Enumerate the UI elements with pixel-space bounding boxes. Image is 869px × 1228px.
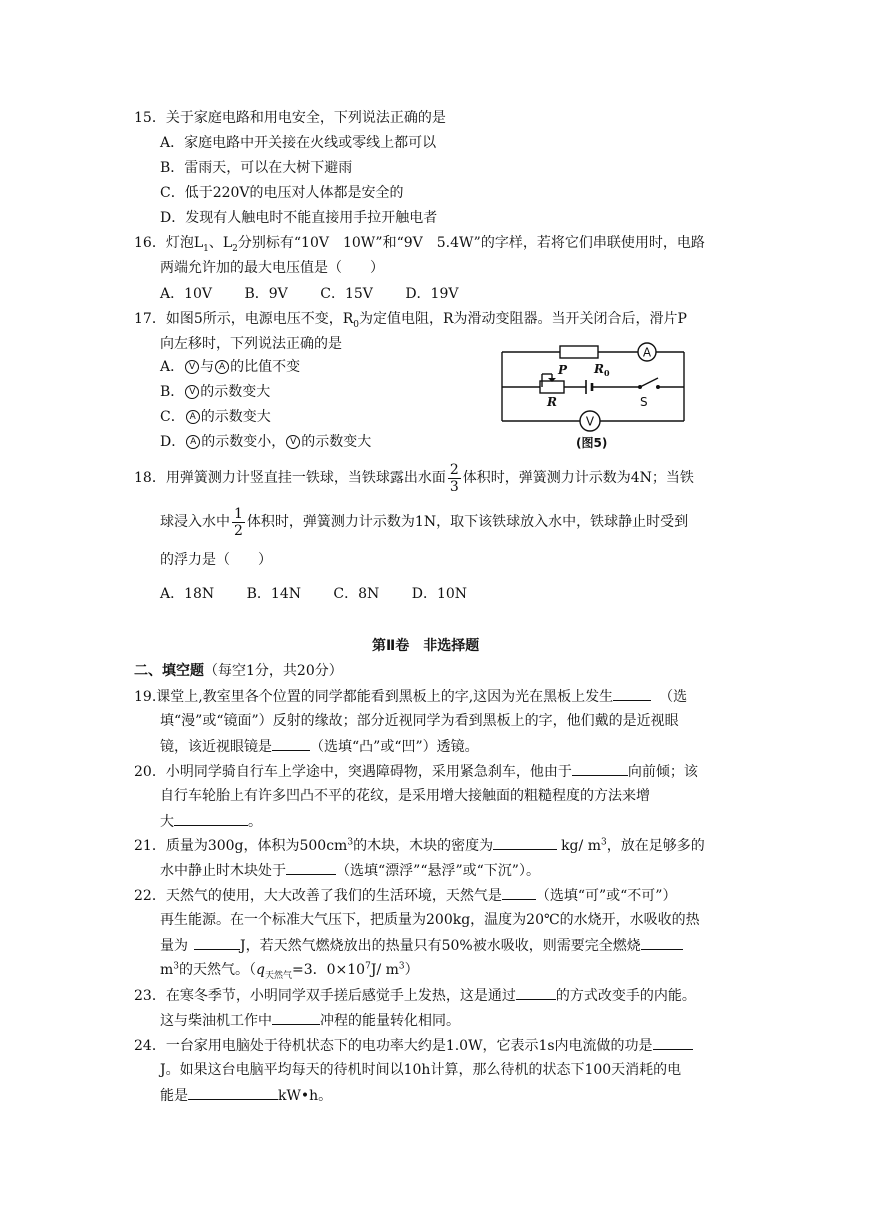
q16-stem-line2: 两端允许加的最大电压值是（ ） [160, 260, 384, 276]
part2-title: 第Ⅱ卷 非选择题 [372, 638, 480, 654]
ammeter-symbol: A [215, 360, 229, 374]
q20-line3: 大 。 [160, 811, 262, 832]
answer-blank[interactable] [286, 860, 336, 875]
q15-option-b: B．雷雨天，可以在大树下避雨 [160, 160, 353, 176]
q22-line2: 再生能源。在一个标准大气压下，把质量为200kg，温度为20℃的水烧开，水吸收的热 [160, 912, 700, 928]
r-label: R [547, 395, 557, 409]
q21-line2: 水中静止时木块处于 （选填“漂浮”“悬浮”或“下沉”）。 [160, 860, 540, 881]
q24-line3: 能是 kW•h。 [160, 1085, 332, 1106]
answer-blank[interactable] [572, 761, 628, 776]
answer-blank[interactable] [493, 835, 557, 850]
top-resistor [560, 346, 598, 358]
q15-stem: 15．关于家庭电路和用电安全，下列说法正确的是 [134, 110, 446, 126]
q17-option-c: C． A 的示数变大 [160, 409, 271, 425]
q19-line3: 镜，该近视眼镜是 （选填“凸”或“凹”）透镜。 [160, 736, 479, 757]
q24-line2: J。如果这台电脑平均每天的待机时间以10h计算，那么待机的状态下100天消耗的电 [160, 1062, 682, 1078]
answer-blank[interactable] [516, 985, 556, 1000]
section2-heading: 二、填空题（每空1分，共20分） [134, 663, 343, 679]
answer-blank[interactable] [272, 1010, 320, 1025]
answer-blank[interactable] [653, 1035, 693, 1050]
answer-blank[interactable] [174, 811, 248, 826]
q23-line1: 23．在寒冬季节，小明同学双手搓后感觉手上发热，这是通过 的方式改变手的内能。 [134, 985, 696, 1006]
q17-option-d: D． A 的示数变小， V 的示数变大 [160, 434, 372, 450]
q22-line3: 量为 J，若天然气燃烧放出的热量只有50%被水吸收，则需要完全燃烧 [160, 935, 683, 956]
q16-stem: 16．灯泡$L_1$、$L_2$分别标有“10V 10W”和“9V 5.4W”的字样，若将它们串联使用时，电路 [134, 235, 705, 254]
r0-label: $R_0$ [594, 362, 610, 378]
voltmeter-symbol: V [185, 360, 199, 374]
q19-line2: 填“漫”或“镜面”）反射的缘故；部分近视同学为看到黑板上的字，他们戴的是近视眼 [160, 713, 679, 729]
q20-line1: 20．小明同学骑自行车上学途中，突遇障碍物，采用紧急刹车，他由于 向前倾；该 [134, 761, 698, 782]
q18-options: A．18N B．14N C．8N D．10N [160, 586, 468, 602]
q17-stem-line2: 向左移时，下列说法正确的是 [160, 336, 342, 352]
fraction-one-half: $\frac{1}{2}$ [234, 505, 243, 539]
answer-blank[interactable] [613, 686, 651, 701]
voltmeter-symbol: V [185, 385, 199, 399]
ammeter-symbol: A [186, 435, 200, 449]
q15-option-d: D．发现有人触电时不能直接用手拉开触电者 [160, 210, 438, 226]
voltmeter-label: V [585, 414, 595, 429]
answer-blank[interactable] [272, 736, 310, 751]
q19-line1: 19.课堂上,教室里各个位置的同学都能看到黑板上的字,这因为光在黑板上发生 （选 [134, 686, 687, 707]
circuit-diagram [498, 340, 694, 452]
answer-blank[interactable] [502, 885, 536, 900]
q22-line1: 22．天然气的使用，大大改善了我们的生活环境，天然气是 （选填“可”或“不可”） [134, 885, 676, 906]
switch-label: S [640, 395, 648, 409]
q16-options: A．10V B．9V C．15V D．19V [160, 286, 459, 302]
switch-s [640, 378, 658, 387]
answer-blank[interactable] [188, 1085, 278, 1100]
q20-line2: 自行车轮胎上有许多凹凸不平的花纹，是采用增大接触面的粗糙程度的方法来增 [160, 788, 650, 804]
answer-blank[interactable] [641, 935, 683, 950]
q24-line1: 24．一台家用电脑处于待机状态下的电功率大约是1.0W，它表示1s内电流做的功是 [134, 1035, 693, 1056]
slider-label: P [558, 363, 568, 377]
q17-option-a: A． V 与 A 的比值不变 [160, 359, 301, 375]
ammeter-label: A [642, 345, 652, 360]
q15-option-a: A．家庭电路中开关接在火线或零线上都可以 [160, 135, 437, 151]
q17-option-b: B． V 的示数变大 [160, 384, 271, 400]
answer-blank[interactable] [194, 935, 240, 950]
fraction-two-thirds: $\frac{2}{3}$ [449, 461, 459, 495]
rheostat-r [540, 381, 564, 393]
ammeter-symbol: A [186, 410, 200, 424]
q18-line2: 球浸入水中 $\frac{1}{2}$ 体积时，弹簧测力计示数为1N，取下该铁球放入水中，铁球静止时受到 [160, 505, 689, 539]
voltmeter-symbol: V [286, 435, 300, 449]
q21-line1: 21．质量为300g，体积为$500cm^3$的木块，木块的密度为 kg/ $m^3$，放在足够多的 [134, 835, 705, 856]
q23-line2: 这与柴油机工作中 冲程的能量转化相同。 [160, 1010, 460, 1031]
q18-line1: 18．用弹簧测力计竖直挂一铁球，当铁球露出水面 $\frac{2}{3}$ 体积时，弹簧测力计示数为4N；当铁 [134, 461, 694, 495]
q22-line4: $m^3$的天然气。（$q_{天然气}=3$．$0\times 10^7J/$ $m^3$） [160, 961, 419, 981]
q18-line3: 的浮力是（ ） [160, 552, 272, 568]
q15-option-c: C．低于220V的电压对人体都是安全的 [160, 185, 404, 201]
q17-stem: 17．如图5所示，电源电压不变，$R_0$为定值电阻，R为滑动变阻器。当开关闭合后，滑片P [134, 311, 687, 330]
figure-caption: (图5) [576, 436, 608, 450]
